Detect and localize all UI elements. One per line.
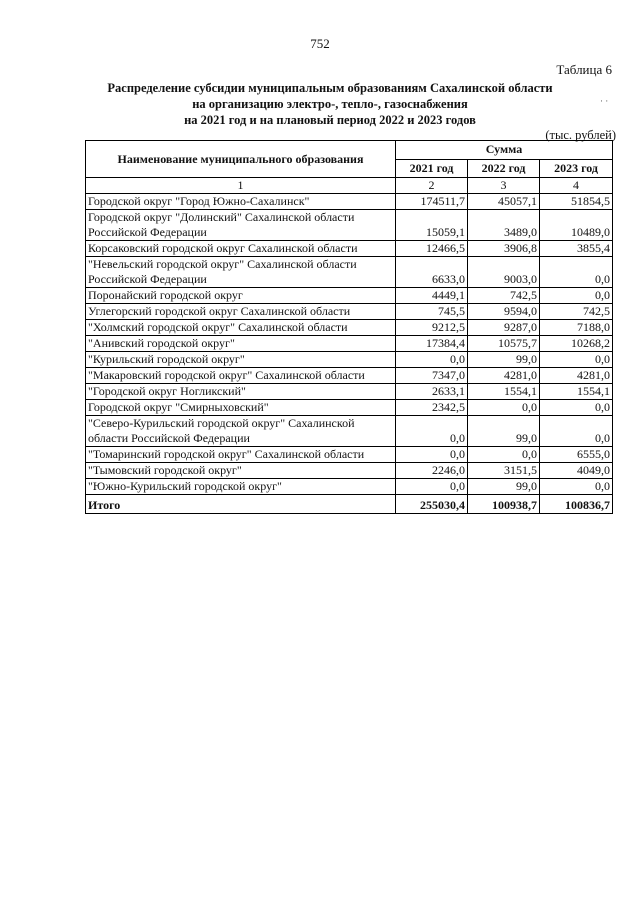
header-year-2022: 2022 год: [468, 159, 540, 178]
table-row: [86, 336, 613, 352]
value-2021: 7347,0: [396, 368, 468, 384]
value-2021: 0,0: [396, 416, 468, 447]
value-2023: 0,0: [540, 352, 613, 368]
header-year-2023: 2023 год: [540, 159, 613, 178]
value-2021: 174511,7: [396, 194, 468, 210]
municipality-name: "Южно-Курильский городской округ": [86, 479, 396, 495]
value-2023: 3855,4: [540, 241, 613, 257]
total-2021: 255030,4: [396, 495, 468, 514]
scan-speck: · ·: [600, 96, 609, 106]
value-2022: 0,0: [468, 447, 540, 463]
municipality-name: "Тымовский городской округ": [86, 463, 396, 479]
value-2021: 15059,1: [396, 210, 468, 241]
header-sum: Сумма: [396, 141, 613, 160]
column-number: 2: [396, 178, 468, 194]
value-2022: 99,0: [468, 479, 540, 495]
municipality-name: Корсаковский городской округ Сахалинской области: [86, 241, 396, 257]
municipality-name: Углегорский городской округ Сахалинской области: [86, 304, 396, 320]
value-2021: 0,0: [396, 447, 468, 463]
value-2022: 4281,0: [468, 368, 540, 384]
subsidy-table: [85, 140, 613, 514]
total-2022: 100938,7: [468, 495, 540, 514]
value-2021: 0,0: [396, 479, 468, 495]
municipality-name: Городской округ "Город Южно-Сахалинск": [86, 194, 396, 210]
value-2021: 2246,0: [396, 463, 468, 479]
value-2022: 3151,5: [468, 463, 540, 479]
value-2023: 1554,1: [540, 384, 613, 400]
municipality-name: "Невельский городской округ" Сахалинской области Российской Федерации: [86, 257, 396, 288]
value-2023: 4049,0: [540, 463, 613, 479]
value-2022: 1554,1: [468, 384, 540, 400]
table-row: [86, 463, 613, 479]
municipality-name: "Холмский городской округ" Сахалинской области: [86, 320, 396, 336]
value-2022: 10575,7: [468, 336, 540, 352]
value-2022: 45057,1: [468, 194, 540, 210]
municipality-name: Городской округ "Смирныховский": [86, 400, 396, 416]
value-2021: 2342,5: [396, 400, 468, 416]
value-2021: 12466,5: [396, 241, 468, 257]
municipality-name: Поронайский городской округ: [86, 288, 396, 304]
value-2023: 7188,0: [540, 320, 613, 336]
municipality-name: "Томаринский городской округ" Сахалинской области: [86, 447, 396, 463]
value-2023: 0,0: [540, 257, 613, 288]
value-2023: 0,0: [540, 400, 613, 416]
value-2023: 10489,0: [540, 210, 613, 241]
value-2023: 10268,2: [540, 336, 613, 352]
table-row: [86, 194, 613, 210]
header-municipality: Наименование муниципального образования: [86, 141, 396, 178]
municipality-name: "Анивский городской округ": [86, 336, 396, 352]
municipality-name: Городской округ "Долинский" Сахалинской области Российской Федерации: [86, 210, 396, 241]
table-row: [86, 479, 613, 495]
value-2021: 6633,0: [396, 257, 468, 288]
document-title: [60, 80, 600, 128]
value-2023: 0,0: [540, 416, 613, 447]
municipality-name: "Городской округ Ногликский": [86, 384, 396, 400]
value-2023: 742,5: [540, 304, 613, 320]
table-row: [86, 241, 613, 257]
value-2021: 17384,4: [396, 336, 468, 352]
table-row: [86, 384, 613, 400]
value-2022: 3906,8: [468, 241, 540, 257]
value-2022: 3489,0: [468, 210, 540, 241]
table-label: Таблица 6: [556, 62, 612, 77]
value-2022: 0,0: [468, 400, 540, 416]
value-2021: 0,0: [396, 352, 468, 368]
value-2023: 51854,5: [540, 194, 613, 210]
table-row: [86, 416, 613, 447]
column-number: 1: [86, 178, 396, 194]
table-row: [86, 288, 613, 304]
column-number: 4: [540, 178, 613, 194]
value-2021: 4449,1: [396, 288, 468, 304]
table-row: [86, 210, 613, 241]
value-2021: 2633,1: [396, 384, 468, 400]
page-number: 752: [310, 36, 330, 51]
title-line: на организацию электро-, тепло-, газоснабжения: [192, 97, 468, 111]
value-2022: 99,0: [468, 416, 540, 447]
municipality-name: "Курильский городской округ": [86, 352, 396, 368]
title-line: на 2021 год и на плановый период 2022 и 2023 годов: [184, 113, 476, 127]
municipality-name: "Макаровский городской округ" Сахалинской области: [86, 368, 396, 384]
table-body: [86, 194, 613, 495]
table-row: [86, 352, 613, 368]
value-2023: 4281,0: [540, 368, 613, 384]
table-row: [86, 400, 613, 416]
value-2022: 9287,0: [468, 320, 540, 336]
title-line: Распределение субсидии муниципальным образованиям Сахалинской области: [107, 81, 553, 95]
value-2022: 9594,0: [468, 304, 540, 320]
value-2022: 742,5: [468, 288, 540, 304]
total-label: Итого: [86, 495, 396, 514]
value-2021: 9212,5: [396, 320, 468, 336]
value-2023: 0,0: [540, 479, 613, 495]
value-2022: 99,0: [468, 352, 540, 368]
value-2022: 9003,0: [468, 257, 540, 288]
table-row: [86, 447, 613, 463]
table-row: [86, 257, 613, 288]
municipality-name: "Северо-Курильский городской округ" Сахалинской области Российской Федерации: [86, 416, 396, 447]
value-2021: 745,5: [396, 304, 468, 320]
units-label: (тыс. рублей): [545, 128, 616, 142]
total-row: [86, 495, 613, 514]
table-row: [86, 368, 613, 384]
column-number: 3: [468, 178, 540, 194]
table-row: [86, 320, 613, 336]
header-year-2021: 2021 год: [396, 159, 468, 178]
value-2023: 6555,0: [540, 447, 613, 463]
table-row: [86, 304, 613, 320]
total-2023: 100836,7: [540, 495, 613, 514]
value-2023: 0,0: [540, 288, 613, 304]
